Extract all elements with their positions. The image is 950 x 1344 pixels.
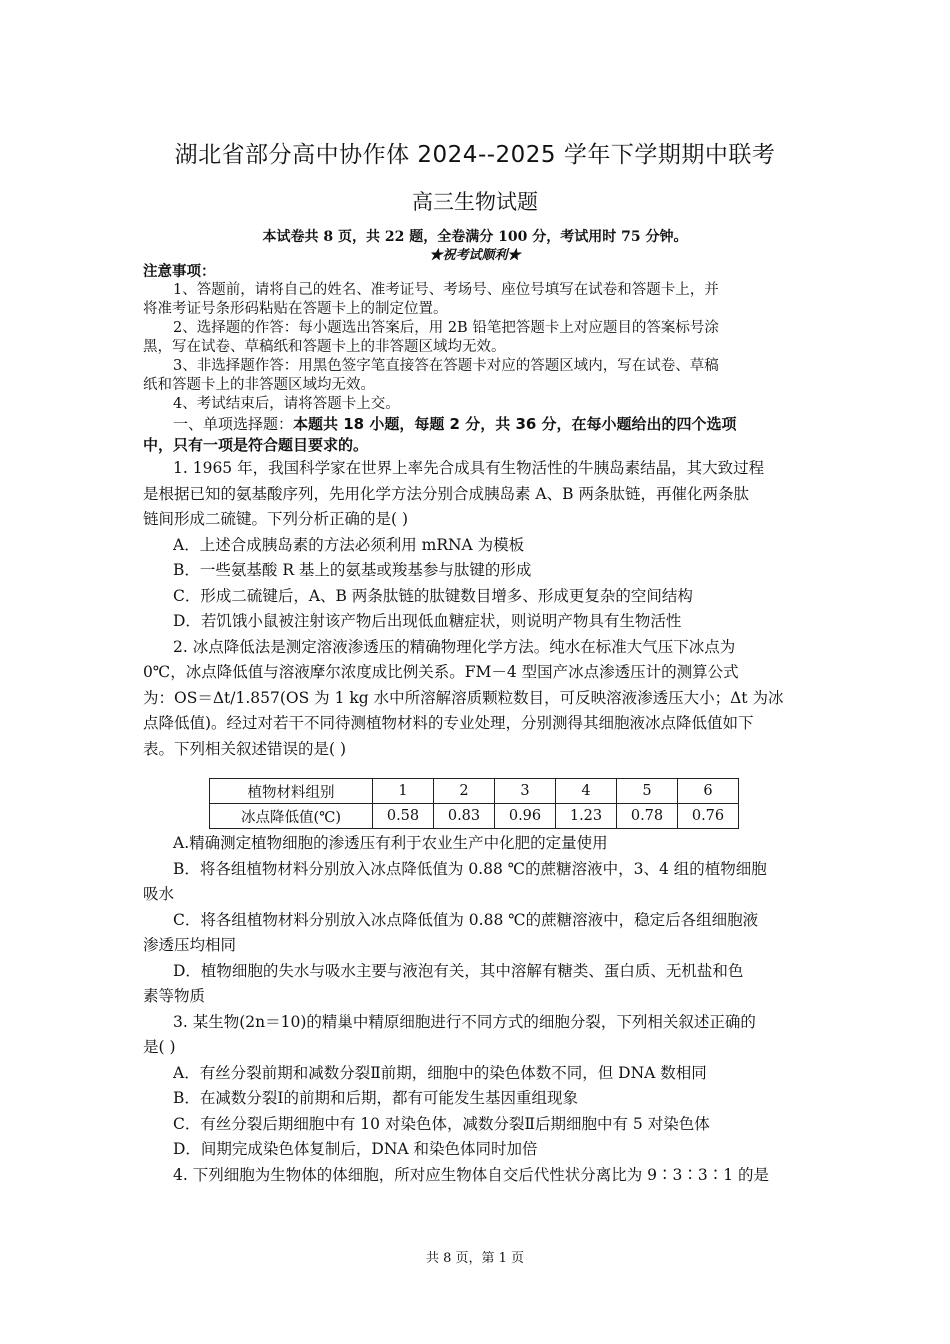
q1-stem-line-3: 链间形成二硫键。下列分析正确的是( ) (143, 510, 409, 528)
q2-option-b-line-2: 吸水 (143, 885, 175, 903)
q1-stem-line-2: 是根据已知的氨基酸序列，先用化学方法分别合成胰岛素 A、B 两条肽链，再催化两条肽 (143, 484, 749, 503)
section-instruction: 本题共 18 小题，每题 2 分，共 36 分，在每小题给出的四个选项 (293, 415, 737, 433)
q3-stem-line-2: 是( ) (143, 1038, 176, 1056)
exam-wish: ★祝考试顺利★ (429, 248, 521, 263)
exam-title: 湖北省部分高中协作体 2024--2025 学年下学期期中联考 (174, 142, 776, 168)
table-cell-value-3: 0.96 (495, 804, 556, 829)
table-cell-value-1: 0.58 (373, 804, 434, 829)
q3-option-b: B．在减数分裂Ⅰ的前期和后期，都有可能发生基因重组现象 (173, 1089, 579, 1107)
exam-info: 本试卷共 8 页，共 22 题，全卷满分 100 分，考试用时 75 分钟。 (262, 229, 688, 245)
q3-stem-line-1: 3. 某生物(2n＝10)的精巢中精原细胞进行不同方式的细胞分裂，下列相关叙述正确的 (173, 1012, 756, 1031)
q3-option-a: A．有丝分裂前期和减数分裂Ⅱ前期，细胞中的染色体数不同，但 DNA 数相同 (173, 1063, 707, 1082)
table-cell-value-4: 1.23 (556, 804, 617, 829)
table-row (210, 779, 739, 804)
table-cell-group-5: 5 (617, 779, 678, 804)
q2-stem-line-4: 点降低值)。经过对若干不同待测植物材料的专业处理，分别测得其细胞液冰点降低值如下 (143, 714, 754, 732)
q2-stem-line-3: 为：OS＝Δt/1.857(OS 为 1 kg 水中所溶解溶质颗粒数目，可反映溶液渗透压大小；Δt 为冰 (143, 688, 784, 707)
table-header-group: 植物材料组别 (210, 779, 373, 804)
exam-subtitle: 高三生物试题 (412, 190, 538, 214)
q2-stem-line-5: 表。下列相关叙述错误的是( ) (143, 739, 347, 758)
note-3-line-1: 3、非选择题作答：用黑色签字笔直接答在答题卡对应的答题区域内，写在试卷、草稿 (173, 358, 719, 374)
table-cell-group-4: 4 (556, 779, 617, 804)
note-2-line-2: 黑，写在试卷、草稿纸和答题卡上的非答题区域均无效。 (143, 339, 506, 355)
q2-stem-line-1: 2. 冰点降低法是测定溶液渗透压的精确物理化学方法。纯水在标准大气压下冰点为 (173, 637, 736, 656)
table-row (210, 804, 739, 829)
q1-option-c: C．形成二硫键后，A、B 两条肽链的肽键数目增多、形成更复杂的空间结构 (173, 586, 693, 605)
q3-option-c: C．有丝分裂后期细胞中有 10 对染色体，减数分裂Ⅱ后期细胞中有 5 对染色体 (173, 1114, 710, 1133)
notes-title: 注意事项： (143, 263, 216, 280)
exam-body (143, 262, 811, 1188)
note-3-line-2: 纸和答题卡上的非答题区域均无效。 (143, 377, 375, 393)
q1-option-b: B．一些氨基酸 R 基上的氨基或羧基参与肽键的形成 (173, 561, 532, 579)
q2-option-a: A.精确测定植物细胞的渗透压有利于农业生产中化肥的定量使用 (173, 834, 608, 852)
note-2-line-1: 2、选择题的作答：每小题选出答案后，用 2B 铅笔把答题卡上对应题目的答案标号涂 (173, 320, 719, 336)
section-heading-line-1 (143, 414, 811, 435)
q2-option-d-line-2: 素等物质 (143, 987, 206, 1005)
note-4: 4、考试结束后，请将答题卡上交。 (173, 396, 400, 412)
table-cell-group-3: 3 (495, 779, 556, 804)
page-footer: 共 8 页，第 1 页 (425, 1251, 525, 1266)
q3-option-d: D．间期完成染色体复制后，DNA 和染色体同时加倍 (173, 1140, 538, 1158)
q1-option-d: D．若饥饿小鼠被注射该产物后出现低血糖症状，则说明产物具有生物活性 (173, 612, 682, 630)
note-1-line-1: 1、答题前，请将自己的姓名、准考证号、考场号、座位号填写在试卷和答题卡上，并 (173, 282, 719, 298)
table-header-value: 冰点降低值(℃) (210, 804, 373, 829)
table-cell-group-2: 2 (434, 779, 495, 804)
table-cell-value-6: 0.76 (678, 804, 739, 829)
table-cell-group-1: 1 (373, 779, 434, 804)
section-prefix: 一、单项选择题： (173, 415, 294, 433)
table-cell-value-2: 0.83 (434, 804, 495, 829)
table-cell-group-6: 6 (678, 779, 739, 804)
q1-stem-line-1: 1. 1965 年，我国科学家在世界上率先合成具有生物活性的牛胰岛素结晶，其大致过程 (173, 459, 765, 477)
note-1-line-2: 将准考证号条形码粘贴在答题卡上的制定位置。 (143, 301, 448, 317)
table-cell-value-5: 0.78 (617, 804, 678, 829)
section-heading-line-2: 中，只有一项是符合题目要求的。 (143, 436, 369, 454)
q2-stem-line-2: 0℃，冰点降低值与溶液摩尔浓度成比例关系。FM－4 型国产冰点渗透压计的测算公式 (143, 663, 739, 681)
q4-stem-line-1: 4. 下列细胞为生物体的体细胞，所对应生物体自交后代性状分离比为 9∶3∶3∶1 的是 (173, 1165, 770, 1184)
q1-option-a: A．上述合成胰岛素的方法必须利用 mRNA 为模板 (173, 535, 525, 554)
q2-option-c-line-1: C．将各组植物材料分别放入冰点降低值为 0.88 ℃的蔗糖溶液中，稳定后各组细胞液 (173, 910, 759, 929)
q2-option-c-line-2: 渗透压均相同 (143, 936, 237, 954)
q2-option-d-line-1: D．植物细胞的失水与吸水主要与液泡有关，其中溶解有糖类、蛋白质、无机盐和色 (173, 961, 744, 980)
freezing-point-table (209, 778, 739, 829)
q2-option-b-line-1: B．将各组植物材料分别放入冰点降低值为 0.88 ℃的蔗糖溶液中，3、4 组的植物细胞 (173, 859, 767, 878)
